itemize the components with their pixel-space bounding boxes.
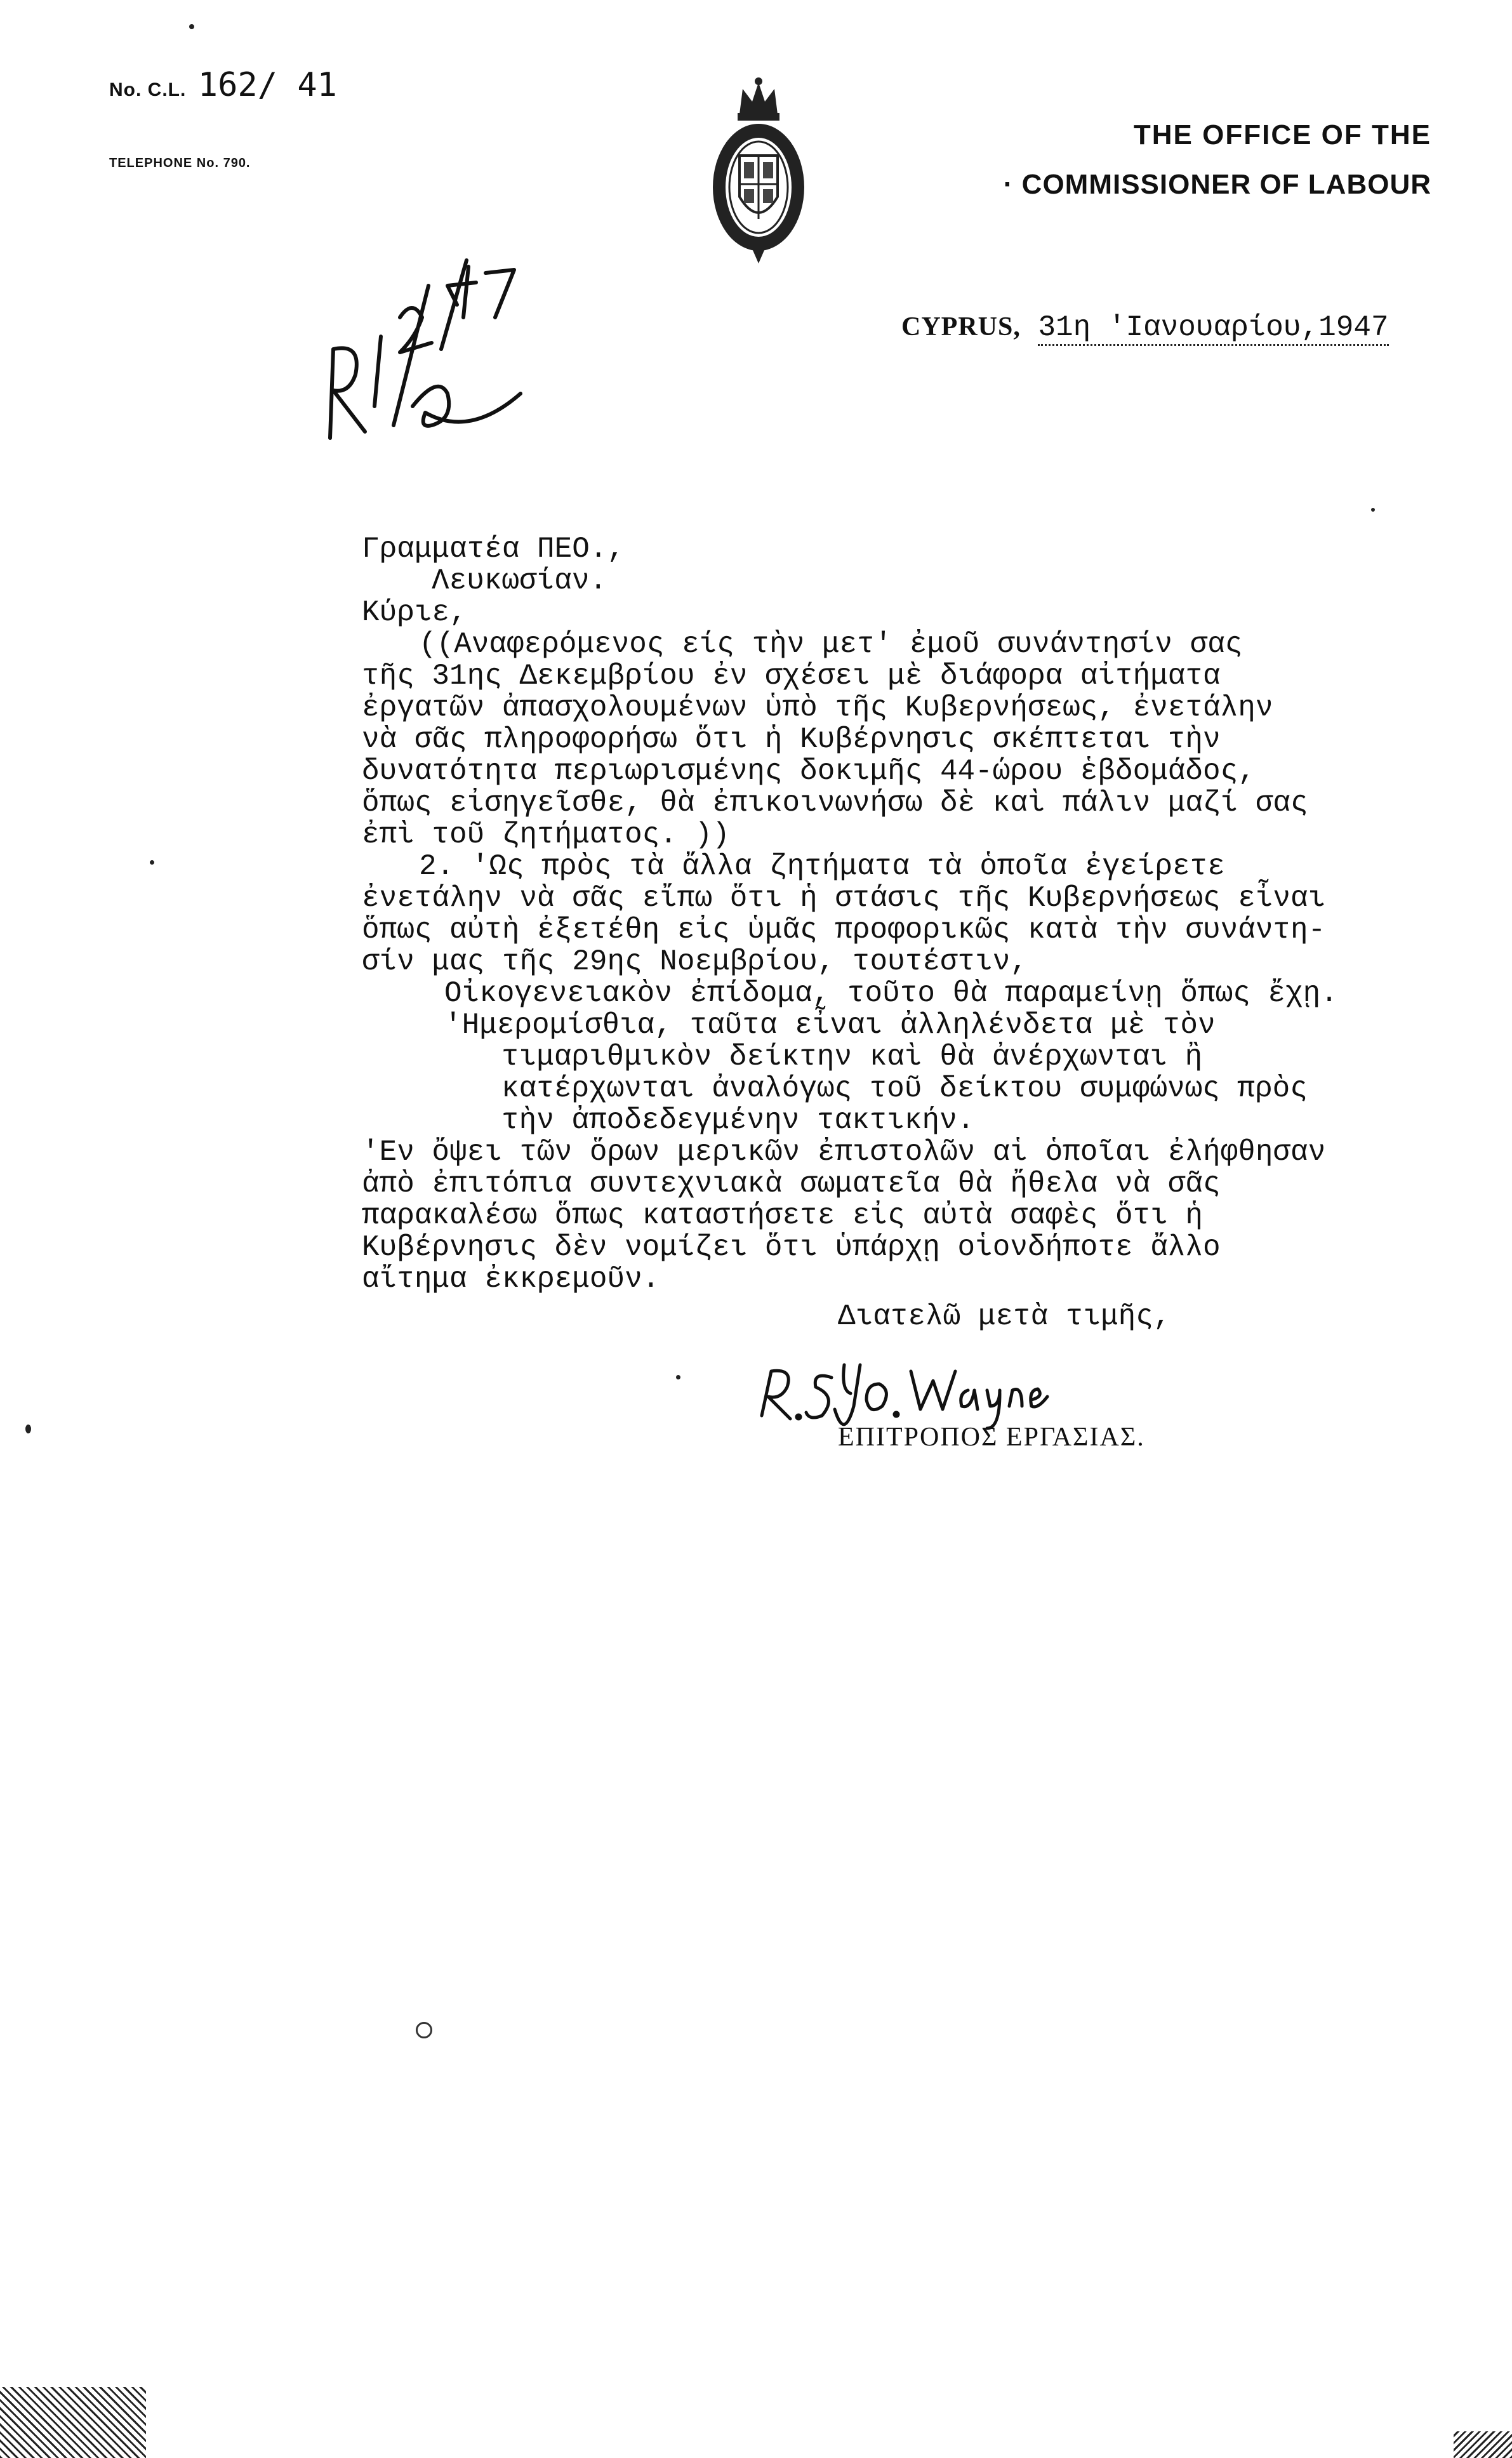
- handwritten-annotation: [305, 248, 533, 460]
- scan-speck: [1371, 508, 1375, 512]
- body-line: ((Αναφερόμενος είς τὴν μετ' ἐμοῦ συνάντησίν σας: [419, 628, 1243, 661]
- reference-label: No. C.L.: [109, 79, 187, 100]
- body-line: νὰ σᾶς πληροφορήσω ὅτι ἡ Κυβέρνησις σκέπτεται τὴν: [362, 723, 1221, 756]
- scan-speck: [25, 1425, 31, 1433]
- body-line: παρακαλέσω ὅπως καταστήσετε εἰς αὐτὰ σαφὲς ὅτι ἡ: [362, 1199, 1204, 1232]
- body-line: δυνατότητα περιωρισμένης δοκιμῆς 44-ώρου ἑβδομάδος,: [362, 755, 1256, 788]
- body-line: 2. 'Ως πρὸς τὰ ἄλλα ζητήματα τὰ ὁποῖα ἐγείρετε: [419, 850, 1225, 883]
- office-title-line2: · COMMISSIONER OF LABOUR: [1003, 169, 1431, 200]
- reference-number: [109, 66, 337, 104]
- royal-coat-of-arms-icon: [705, 76, 812, 270]
- body-line: τὴν ἀποδεδεγμένην τακτικήν.: [501, 1104, 975, 1137]
- closing: Διατελῶ μετὰ τιμῆς,: [838, 1300, 1171, 1333]
- office-title-line1: THE OFFICE OF THE: [1133, 119, 1431, 150]
- addressee: Γραμματέα ΠΕΟ.,: [362, 533, 625, 566]
- dateline-date: 31η 'Ιανουαρίου,1947: [1038, 311, 1388, 346]
- body-line: αἴτημα ἐκκρεμοῦν.: [362, 1263, 660, 1296]
- scan-speck: [676, 1375, 680, 1379]
- telephone-number: TELEPHONE No. 790.: [109, 156, 251, 170]
- body-line: ὅπως εἰσηγεῖσθε, θὰ ἐπικοινωνήσω δὲ καὶ πάλιν μαζί σας: [362, 787, 1308, 820]
- signer-title: ΕΠΙΤΡΟΠΟΣ ΕΡΓΑΣΙΑΣ.: [838, 1423, 1145, 1452]
- body-line: τῆς 31ης Δεκεμβρίου ἐν σχέσει μὲ διάφορα αἰτήματα: [362, 660, 1221, 693]
- letter-body: [362, 628, 1338, 1295]
- scan-speck: [189, 24, 194, 29]
- scan-edge-noise: [0, 2387, 146, 2458]
- body-line: ἀπὸ ἐπιτόπια συντεχνιακὰ σωματεῖα θὰ ἤθελα νὰ σᾶς: [362, 1167, 1221, 1200]
- body-line: ὅπως αὐτὴ ἐξετέθη εἰς ὑμᾶς προφορικῶς κατὰ τὴν συνάντη-: [362, 913, 1326, 947]
- body-line: ἐνετάλην νὰ σᾶς εἴπω ὅτι ἡ στάσις τῆς Κυβερνήσεως εἶναι: [362, 882, 1326, 915]
- scan-speck: [150, 860, 154, 865]
- body-line: ἐπὶ τοῦ ζητήματος. )): [362, 818, 730, 851]
- scan-ring-mark: [416, 2022, 432, 2038]
- body-line: 'Ημερομίσθια, ταῦτα εἶναι ἀλληλένδετα μὲ τὸν: [444, 1009, 1216, 1042]
- reference-value: 162/ 41: [197, 66, 337, 104]
- body-line: τιμαριθμικὸν δείκτην καὶ θὰ ἀνέρχωνται ἢ: [501, 1040, 1203, 1073]
- body-line: Κυβέρνησις δὲν νομίζει ὅτι ὑπάρχῃ οἱονδήποτε ἄλλο: [362, 1231, 1221, 1264]
- body-line: σίν μας τῆς 29ης Νοεμβρίου, τουτέστιν,: [362, 945, 1028, 978]
- dateline: [901, 311, 1389, 344]
- scan-edge-noise: [1454, 2431, 1512, 2458]
- salutation: Κύριε,: [362, 596, 467, 629]
- body-line: Οἰκογενειακὸν ἐπίδομα, τοῦτο θὰ παραμείνῃ ὅπως ἔχῃ.: [444, 977, 1338, 1010]
- dateline-place: CYPRUS,: [901, 312, 1021, 342]
- body-line: 'Εν ὄψει τῶν ὅρων μερικῶν ἐπιστολῶν αἱ ὁποῖαι ἐλήφθησαν: [362, 1136, 1326, 1169]
- office-title: [936, 119, 1431, 201]
- body-line: κατέρχωνται ἀναλόγως τοῦ δείκτου συμφώνως πρὸς: [501, 1072, 1308, 1105]
- body-line: ἐργατῶν ἀπασχολουμένων ὑπὸ τῆς Κυβερνήσεως, ἐνετάλην: [362, 691, 1273, 724]
- addressee-city: Λευκωσίαν.: [432, 564, 607, 597]
